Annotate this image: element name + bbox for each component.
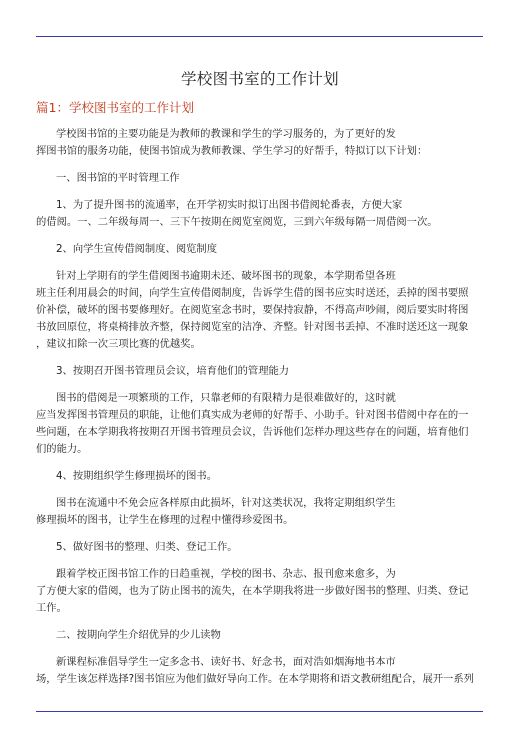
text-line: 针对上学期有的学生借阅图书逾期未还、破坏图书的现象，本学期希望各班 xyxy=(56,270,396,282)
body-paragraph xyxy=(36,197,483,231)
section-heading xyxy=(36,627,483,644)
text-line: 了方便大家的借阅，也为了防止图书的流失，在本学期我将进一步做好图书的整理、归类、登记 xyxy=(36,585,469,597)
text-line: 学校图书馆的主要功能是为教师的教课和学生的学习服务的，为了更好的发 xyxy=(56,128,396,140)
text-line: 班主任利用晨会的时间，向学生宣传借阅制度，告诉学生借的图书应实时送还，丢掉的图书要照 xyxy=(36,287,469,299)
text-line: 书放回原位，将桌椅排放齐整，保持阅览室的洁净、齐整。针对图书丢掉、不准时送还这一现象 xyxy=(36,321,469,333)
text-line: ，建议扣除一次三项比赛的优越奖。 xyxy=(36,338,201,350)
section-subtitle: 篇1：学校图书室的工作计划 xyxy=(36,100,194,115)
text-line: 的借阅。一、二年级每周一、三下午按期在阅览室阅览，三到六年级每隔一周借阅一次。 xyxy=(36,216,438,228)
body-paragraph xyxy=(36,390,483,458)
text-line: 新课程标准倡导学生一定多念书、读好书、好念书，面对浩如烟海地书本市 xyxy=(56,656,396,668)
text-line: 修理损坏的图书，让学生在修理的过程中懂得珍爱图书。 xyxy=(36,514,294,526)
top-rule xyxy=(36,36,483,37)
section-heading xyxy=(36,363,483,380)
section-heading xyxy=(36,468,483,485)
body-paragraph xyxy=(36,268,483,353)
text-line: 3、按期召开图书管理员会议，培育他们的管理能力 xyxy=(56,365,290,377)
section-heading xyxy=(36,241,483,258)
text-line: 2、向学生宣传借阅制度、阅览制度 xyxy=(56,243,218,255)
text-line: 图书的借阅是一项繁琐的工作，只靠老师的有限精力是很难做好的，这时就 xyxy=(56,392,396,404)
text-line: 些问题，在本学期我将按期召开图书管理员会议，告诉他们怎样办理这些存在的问题，培育他们 xyxy=(36,426,469,438)
body-paragraph xyxy=(36,654,483,688)
section-heading xyxy=(36,170,483,187)
body-paragraph xyxy=(36,566,483,617)
text-line: 们的能力。 xyxy=(36,443,88,455)
text-line: 场，学生该怎样选择?图书馆应为他们做好导向工作。在本学期将和语文教研组配合，展开一系列 xyxy=(36,673,474,685)
bottom-rule xyxy=(36,711,483,712)
text-line: 4、按期组织学生修理损坏的图书。 xyxy=(56,470,218,482)
text-line: 挥图书馆的服务功能，使图书馆成为教师教课、学生学习的好帮手，特拟订以下计划： xyxy=(36,145,428,157)
text-line: 应当发挥图书管理员的职能，让他们真实成为老师的好帮手、小助手。针对图书借阅中存在的一 xyxy=(36,409,469,421)
document-title: 学校图书室的工作计划 xyxy=(180,70,339,88)
text-line: 价补偿，破坏的图书要修理好。在阅览室念书时，要保持寂静，不得高声吵闹，阅后要实时将图 xyxy=(36,304,469,316)
text-line: 一、图书馆的平时管理工作 xyxy=(56,172,180,184)
body-paragraph xyxy=(36,495,483,529)
text-line: 1、为了提升图书的流通率，在开学初实时拟订出图书借阅轮番表，方便大家 xyxy=(56,199,403,211)
text-line: 跟着学校正图书馆工作的日趋重视，学校的图书、杂志、报刊愈来愈多，为 xyxy=(56,568,396,580)
document-body xyxy=(36,126,483,688)
text-line: 图书在流通中不免会应各样原由此损坏，针对这类状况，我将定期组织学生 xyxy=(56,497,396,509)
body-paragraph xyxy=(36,126,483,160)
text-line: 二、按期向学生介绍优异的少儿读物 xyxy=(56,629,221,641)
text-line: 5、做好图书的整理、归类、登记工作。 xyxy=(56,541,238,553)
section-heading xyxy=(36,539,483,556)
text-line: 工作。 xyxy=(36,602,67,614)
